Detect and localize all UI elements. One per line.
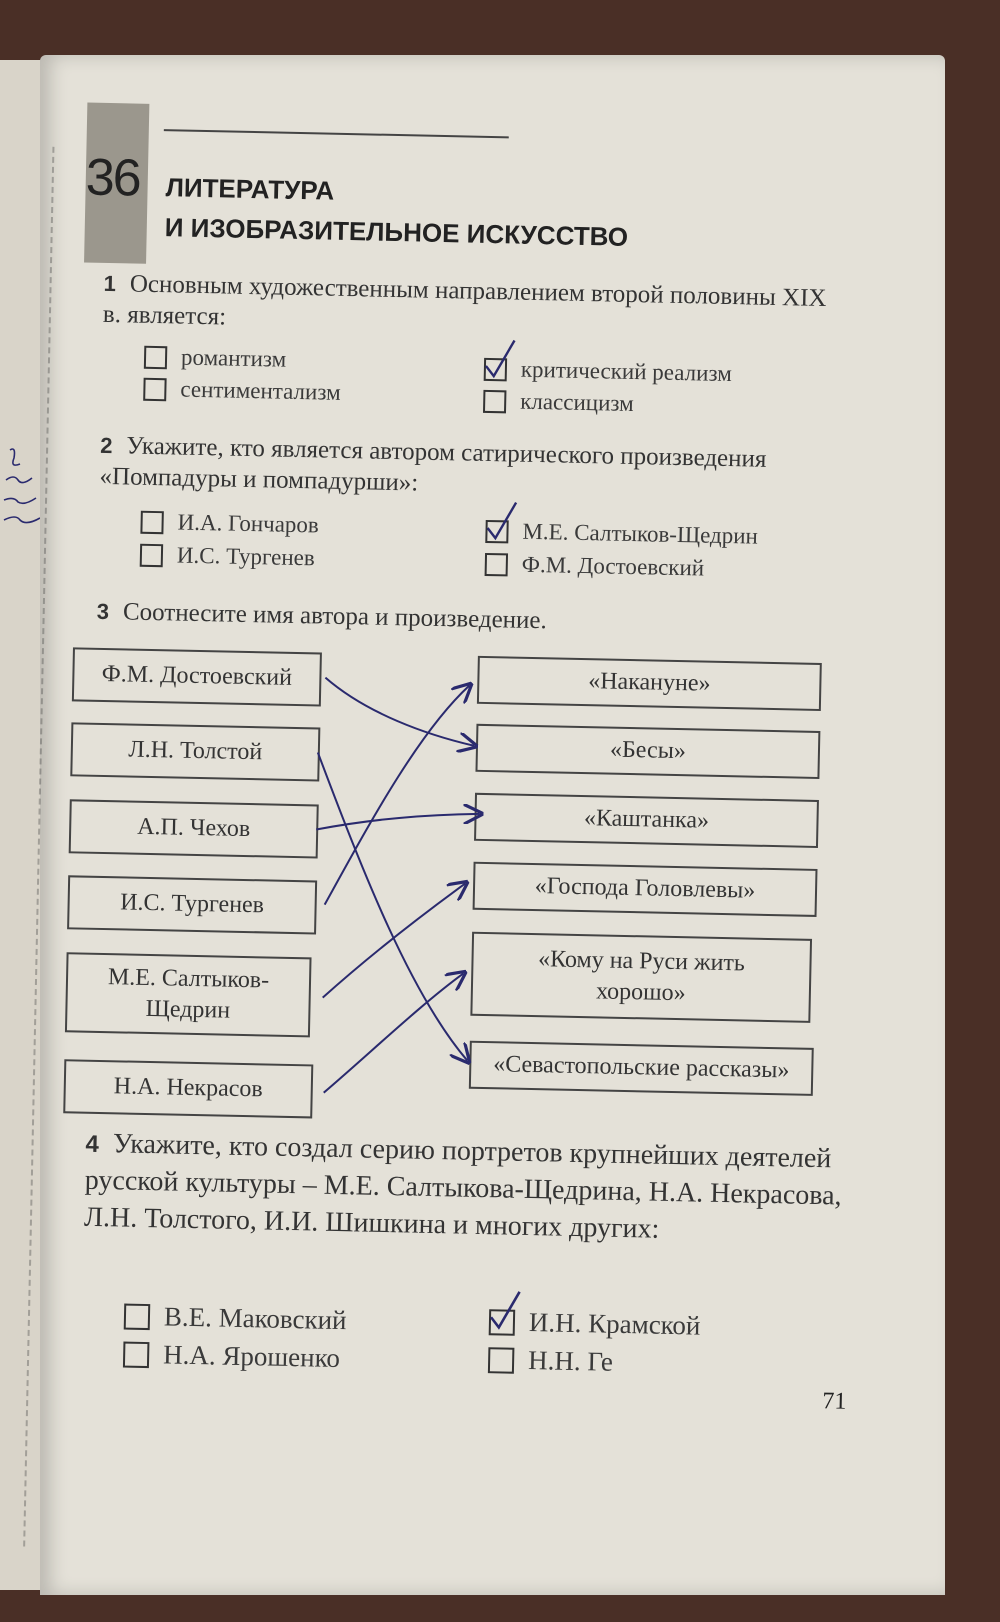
question-text: Основным художественным направлением второй половины XIX в. является: (102, 270, 827, 331)
author-box-chekhov[interactable]: А.П. Чехов (69, 799, 319, 858)
checkbox-checked[interactable] (485, 519, 508, 542)
checkbox[interactable] (485, 552, 508, 575)
question-text: Укажите, кто создал серию портретов крупнейших деятелей русской культуры – М.Е. Салтыкова-Щедрина, Н.А. Некрасова, Л.Н. Толстого, И.И. Шишкина и многих других: (83, 1128, 842, 1245)
question-2 (99, 430, 830, 508)
author-box-nekrasov[interactable]: Н.А. Некрасов (63, 1059, 313, 1118)
option-label: И.С. Тургенев (176, 542, 316, 571)
check-mark-icon (482, 337, 519, 384)
q2-option-1[interactable] (140, 509, 319, 539)
match-line-saltykov-golovlevy (323, 881, 465, 1001)
q4-option-3[interactable] (489, 1306, 701, 1341)
author-box-tolstoy[interactable]: Л.Н. Толстой (70, 722, 320, 781)
question-1 (103, 268, 834, 346)
checkbox[interactable] (124, 1303, 151, 1330)
chapter-title (164, 167, 629, 257)
checkbox-checked[interactable] (489, 1309, 516, 1336)
option-label: И.А. Гончаров (177, 509, 320, 538)
option-label: критический реализм (520, 356, 733, 387)
chapter-title-line2: И ИЗОБРАЗИТЕЛЬНОЕ ИСКУССТВО (164, 212, 629, 253)
q2-option-3[interactable] (485, 518, 758, 550)
option-label: романтизм (180, 344, 287, 372)
q1-option-3[interactable] (484, 356, 732, 387)
q4-option-1[interactable] (124, 1301, 347, 1337)
workbook-page (40, 55, 945, 1595)
question-number: 4 (85, 1130, 100, 1158)
handwritten-margin-note (2, 440, 42, 550)
match-line-tolstoy-sevastopol (311, 752, 473, 1060)
checkbox[interactable] (143, 377, 166, 400)
option-label: В.Е. Маковский (163, 1301, 347, 1336)
option-label: Н.А. Ярошенко (162, 1339, 341, 1374)
q2-option-4[interactable] (485, 551, 705, 582)
author-box-saltykov[interactable]: М.Е. Салтыков-Щедрин (65, 952, 312, 1037)
checkbox[interactable] (140, 543, 163, 566)
work-box-komu-na-rusi[interactable]: «Кому на Руси жить хорошо» (470, 932, 812, 1023)
checkbox-checked[interactable] (484, 357, 507, 380)
work-box-sevastopol[interactable]: «Севастопольские рассказы» (469, 1041, 814, 1096)
chapter-title-line1: ЛИТЕРАТУРА (165, 172, 335, 206)
chapter-number: 36 (85, 148, 141, 208)
header-rule (164, 129, 509, 138)
checkbox[interactable] (144, 345, 167, 368)
match-line-dostoevsky-besy (324, 678, 475, 746)
q4-option-2[interactable] (123, 1339, 340, 1375)
match-line-turgenev-nakanune (325, 683, 470, 908)
option-label: Н.Н. Ге (527, 1345, 614, 1377)
option-label: И.Н. Крамской (528, 1307, 701, 1341)
match-line-chekhov-kashtanka (316, 810, 479, 832)
question-4 (84, 1126, 846, 1253)
page-number: 71 (822, 1388, 847, 1415)
q1-option-2[interactable] (143, 376, 341, 406)
q4-option-4[interactable] (488, 1344, 613, 1378)
match-line-nekrasov-komu-na-rusi (324, 971, 464, 1096)
author-box-dostoevsky[interactable]: Ф.М. Достоевский (72, 647, 322, 706)
option-label: классицизм (519, 388, 635, 417)
option-label: сентиментализм (180, 376, 341, 405)
work-box-golovlevy[interactable]: «Господа Головлевы» (473, 862, 818, 917)
checkbox[interactable] (483, 389, 506, 412)
q1-option-4[interactable] (483, 388, 634, 417)
question-number: 3 (96, 598, 110, 625)
author-box-turgenev[interactable]: И.С. Тургенев (67, 875, 317, 934)
work-box-kashtanka[interactable]: «Каштанка» (474, 793, 819, 848)
question-number: 2 (99, 432, 113, 459)
check-mark-icon (487, 1289, 524, 1336)
question-number: 1 (103, 270, 117, 297)
question-text: Соотнесите имя автора и произведение. (122, 598, 548, 635)
checkbox[interactable] (488, 1347, 515, 1374)
option-label: Ф.М. Достоевский (521, 551, 705, 581)
work-box-nakanune[interactable]: «Накануне» (477, 656, 822, 711)
q1-option-1[interactable] (144, 344, 287, 373)
checkbox[interactable] (123, 1341, 150, 1368)
option-label: М.Е. Салтыков-Щедрин (522, 518, 759, 549)
check-mark-icon (483, 499, 520, 546)
work-box-besy[interactable]: «Бесы» (475, 724, 820, 779)
checkbox[interactable] (140, 510, 163, 533)
question-text: Укажите, кто является автором сатирического произведения «Помпадуры и помпадурши»: (99, 432, 767, 497)
q2-option-2[interactable] (140, 542, 315, 572)
question-3 (96, 596, 826, 643)
